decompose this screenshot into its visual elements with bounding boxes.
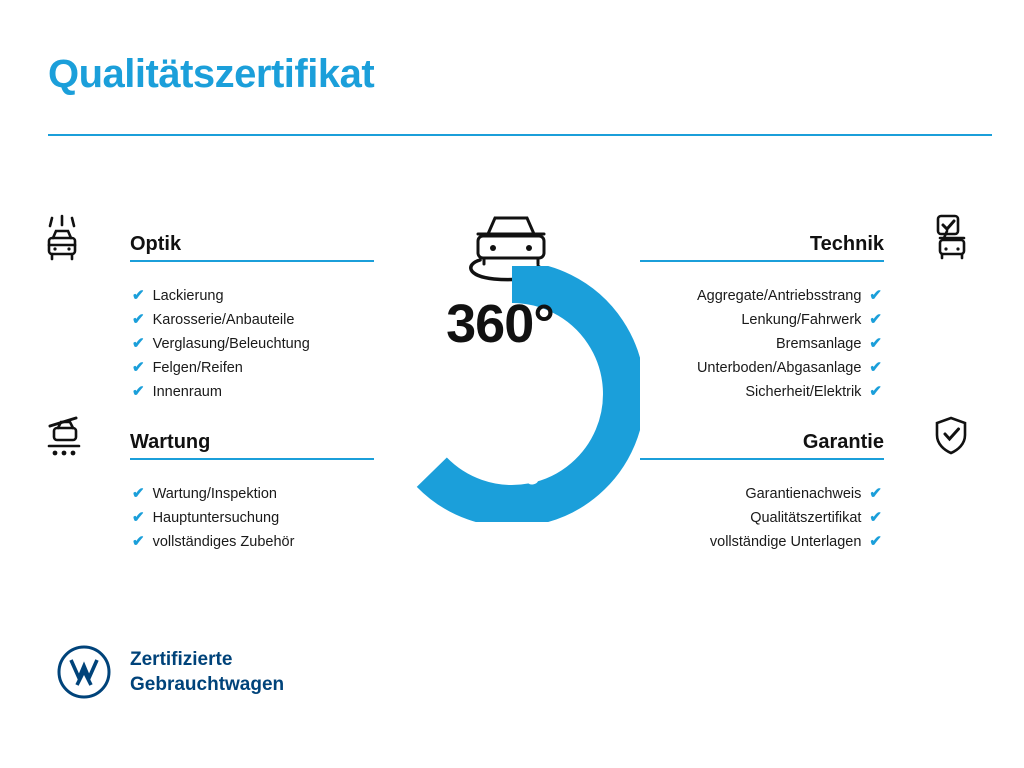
- list-item-label: Qualitätszertifikat: [750, 510, 862, 526]
- section-garantie-divider: [640, 458, 884, 460]
- center-badge: [372, 196, 652, 496]
- check-icon: ✔: [869, 383, 882, 400]
- car-lift-icon: [46, 412, 110, 464]
- section-technik: [640, 222, 970, 404]
- section-garantie-header: [640, 420, 970, 466]
- shield-check-icon: [904, 412, 968, 464]
- list-item: [640, 356, 970, 380]
- section-garantie: [640, 420, 970, 554]
- list-item: [44, 506, 374, 530]
- section-optik-divider: [130, 260, 374, 262]
- list-item-label: Verglasung/Beleuchtung: [152, 336, 310, 352]
- section-wartung-title: Wartung: [130, 431, 211, 453]
- list-item: [44, 284, 374, 308]
- footer-line-1: Zertifizierte: [130, 649, 233, 670]
- section-garantie-list: [640, 482, 970, 554]
- list-item-label: Felgen/Reifen: [152, 360, 243, 376]
- section-technik-header: [640, 222, 970, 268]
- curved-label: Gebrauchtwagen-Check: [418, 396, 605, 488]
- section-technik-divider: [640, 260, 884, 262]
- footer: [56, 644, 284, 700]
- check-icon: ✔: [132, 509, 145, 526]
- list-item: [640, 332, 970, 356]
- list-item-label: Garantienachweis: [745, 486, 862, 502]
- page-title: Qualitätszertifikat: [48, 52, 375, 96]
- check-icon: ✔: [132, 335, 145, 352]
- list-item-label: vollständiges Zubehör: [152, 534, 295, 550]
- check-icon: ✔: [869, 311, 882, 328]
- section-wartung: [44, 420, 374, 554]
- check-icon: ✔: [132, 287, 145, 304]
- check-icon: ✔: [869, 359, 882, 376]
- list-item: [640, 482, 970, 506]
- list-item: [640, 380, 970, 404]
- list-item: [44, 530, 374, 554]
- section-wartung-divider: [130, 458, 374, 460]
- footer-line-2: Gebrauchtwagen: [130, 674, 285, 695]
- list-item: [640, 506, 970, 530]
- check-icon: ✔: [132, 533, 145, 550]
- car-check-icon: [904, 214, 968, 266]
- list-item-label: Wartung/Inspektion: [152, 486, 277, 502]
- list-item-label: Lackierung: [152, 288, 224, 304]
- list-item: [44, 356, 374, 380]
- section-technik-title: Technik: [809, 233, 884, 255]
- vw-logo: [56, 644, 112, 700]
- list-item-label: Aggregate/Antriebsstrang: [696, 288, 862, 304]
- badge-value: 360°: [446, 294, 554, 354]
- list-item-label: Bremsanlage: [775, 336, 862, 352]
- list-item: [44, 332, 374, 356]
- list-item: [640, 284, 970, 308]
- footer-text: [130, 647, 284, 697]
- check-icon: ✔: [869, 335, 882, 352]
- check-icon: ✔: [132, 485, 145, 502]
- check-icon: ✔: [132, 383, 145, 400]
- section-garantie-title: Garantie: [802, 431, 884, 453]
- check-icon: ✔: [869, 287, 882, 304]
- check-icon: ✔: [869, 533, 882, 550]
- title-divider: [48, 134, 992, 136]
- section-optik-title: Optik: [130, 233, 182, 255]
- section-wartung-list: [44, 482, 374, 554]
- list-item-label: Lenkung/Fahrwerk: [741, 312, 862, 328]
- list-item: [640, 308, 970, 332]
- section-optik: [44, 222, 374, 404]
- section-wartung-header: [44, 420, 374, 466]
- section-optik-list: [44, 284, 374, 404]
- section-technik-list: [640, 284, 970, 404]
- list-item: [44, 380, 374, 404]
- check-icon: ✔: [132, 311, 145, 328]
- list-item: [640, 530, 970, 554]
- list-item: [44, 308, 374, 332]
- section-optik-header: [44, 222, 374, 268]
- check-icon: ✔: [869, 485, 882, 502]
- list-item-label: Karosserie/Anbauteile: [152, 312, 295, 328]
- check-icon: ✔: [132, 359, 145, 376]
- check-icon: ✔: [869, 509, 882, 526]
- car-wash-icon: [46, 214, 110, 266]
- list-item-label: Unterboden/Abgasanlage: [696, 360, 862, 376]
- list-item: [44, 482, 374, 506]
- list-item-label: Hauptuntersuchung: [152, 510, 280, 526]
- list-item-label: Innenraum: [152, 384, 222, 400]
- list-item-label: vollständige Unterlagen: [709, 534, 862, 550]
- list-item-label: Sicherheit/Elektrik: [745, 384, 862, 400]
